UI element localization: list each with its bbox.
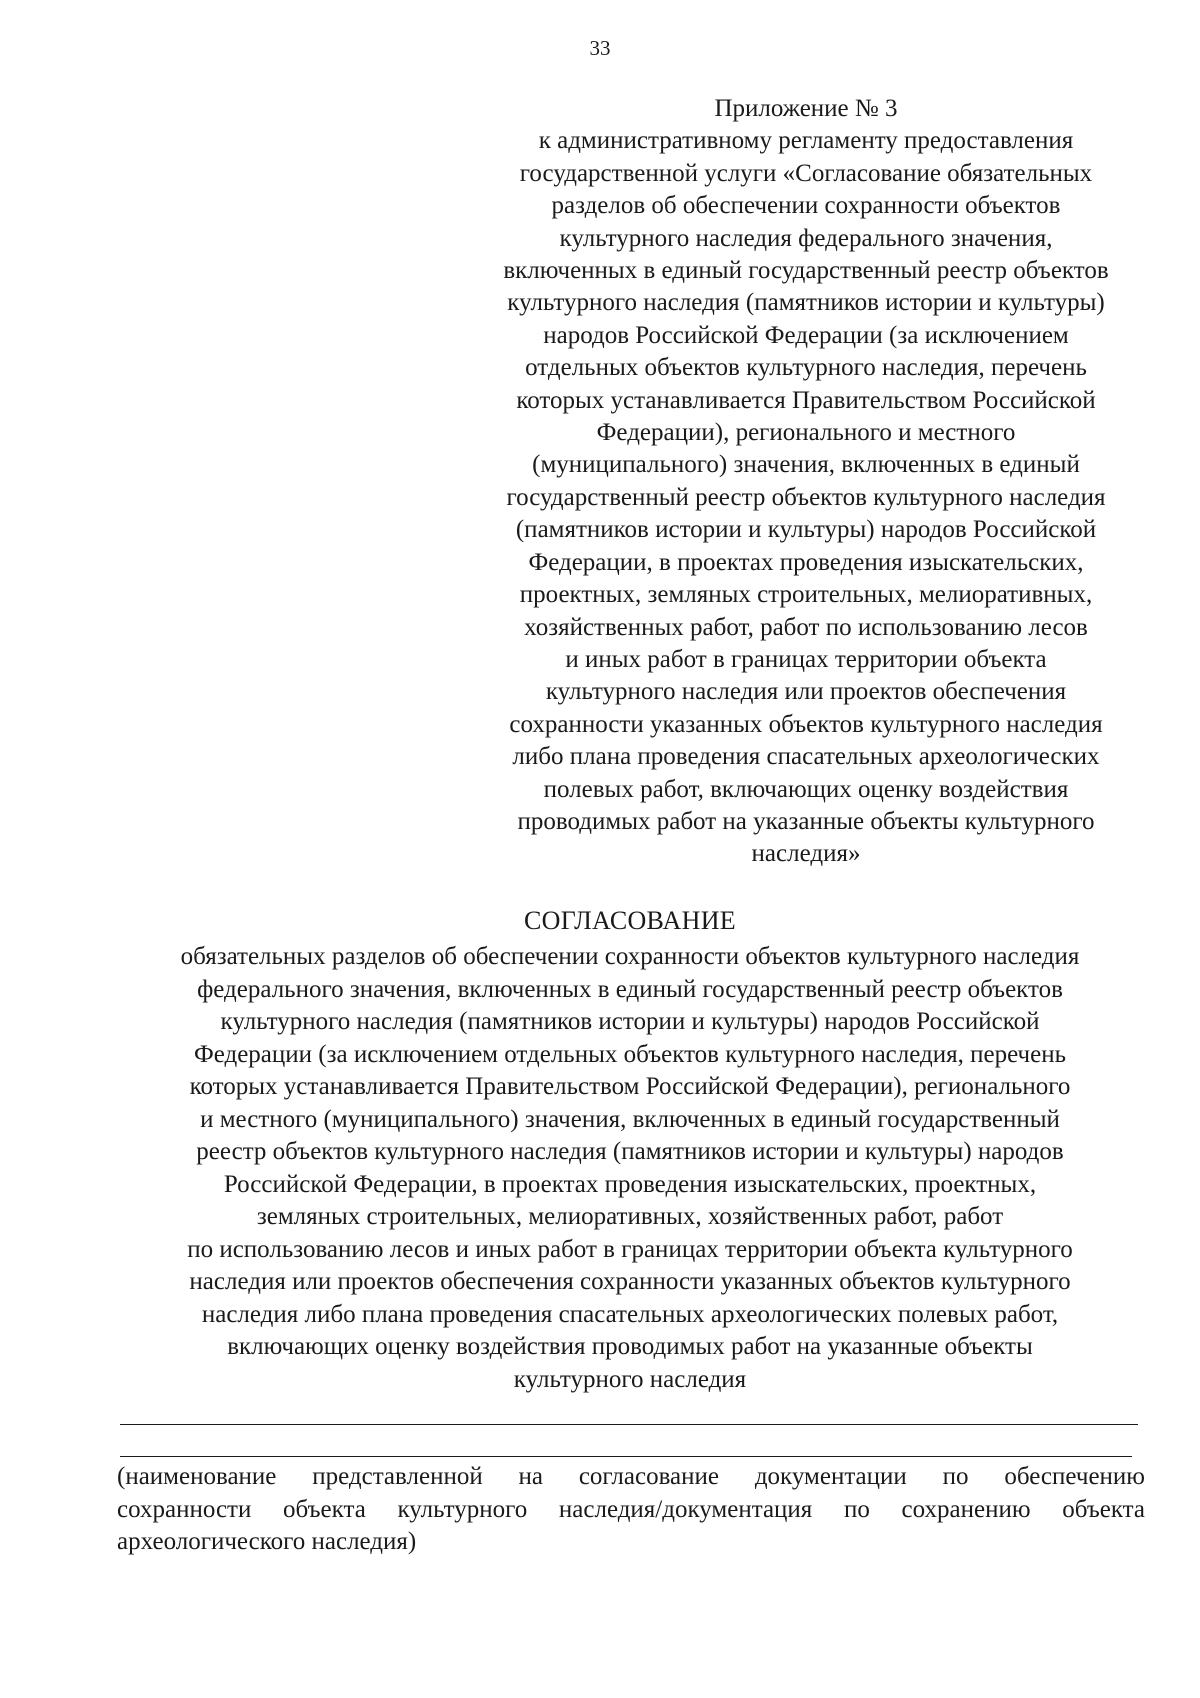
document-body-line: обязательных разделов об обеспечении сохранности объектов культурного наследия	[180, 943, 1080, 970]
document-body-line: Федерации (за исключением отдельных объектов культурного наследия, перечень	[193, 1040, 1067, 1068]
document-name-line-1	[120, 1424, 1138, 1425]
appendix-line: Федерации, в проектах проведения изыскательских,	[528, 548, 1084, 576]
caption-line: сохранности объекта культурного наследия/документация по сохранению объекта	[117, 1495, 1145, 1523]
document-body-line: Российской Федерации, в проектах проведения изыскательских, проектных,	[223, 1170, 1037, 1198]
appendix-line: государственной услуги «Согласование обязательных	[519, 159, 1093, 187]
appendix-line: проводимых работ на указанные объекты культурного	[517, 807, 1095, 835]
document-name-line-2	[120, 1456, 1132, 1457]
document-body-line: земляных строительных, мелиоративных, хозяйственных работ, работ	[256, 1203, 1004, 1230]
appendix-line: и иных работ в границах территории объекта	[565, 645, 1047, 673]
appendix-line: культурного наследия (памятников истории и культуры)	[507, 289, 1105, 317]
appendix-line: которых устанавливается Правительством Российской	[516, 386, 1096, 414]
document-name-caption	[117, 1461, 1145, 1559]
document-body-line: включающих оценку воздействия проводимых работ на указанные объекты	[227, 1333, 1033, 1360]
appendix-line: культурного наследия или проектов обеспечения	[545, 678, 1067, 706]
appendix-line: государственный реестр объектов культурного наследия	[506, 483, 1106, 511]
document-body-line: которых устанавливается Правительством Российской Федерации), регионального	[189, 1073, 1071, 1100]
appendix-line: Федерации), регионального и местного	[596, 419, 1016, 447]
document-body-line: федерального значения, включенных в единый государственный реестр объектов	[197, 975, 1063, 1003]
appendix-line: народов Российской Федерации (за исключением	[543, 321, 1069, 349]
appendix-line: полевых работ, включающих оценку воздействия	[543, 775, 1069, 803]
document-body-line: по использованию лесов и иных работ в границах территории объекта культурного	[187, 1235, 1073, 1263]
appendix-line: наследия»	[751, 840, 861, 868]
document-body-line: наследия либо плана проведения спасательных археологических полевых работ,	[201, 1300, 1059, 1328]
appendix-header	[470, 93, 1142, 871]
document-body-line: наследия или проектов обеспечения сохранности указанных объектов культурного	[189, 1268, 1071, 1295]
document-body-line: реестр объектов культурного наследия (памятников истории и культуры) народов	[196, 1138, 1064, 1165]
appendix-line: к административному регламенту предоставления	[538, 127, 1074, 155]
page-number: 33	[589, 36, 611, 60]
appendix-line: включенных в единый государственный реестр объектов	[503, 257, 1109, 285]
appendix-line: (муниципального) значения, включенных в единый	[532, 451, 1080, 479]
document-body-line: культурного наследия	[513, 1365, 747, 1393]
document-body-line: культурного наследия (памятников истории и культуры) народов Российской	[220, 1008, 1040, 1035]
document-heading: СОГЛАСОВАНИЕ	[524, 906, 736, 935]
appendix-line: разделов об обеспечении сохранности объектов	[551, 192, 1061, 220]
appendix-line: (памятников истории и культуры) народов Российской	[515, 516, 1097, 544]
appendix-line: проектных, земляных строительных, мелиоративных,	[519, 581, 1093, 609]
document-body-line: и местного (муниципального) значения, включенных в единый государственный	[200, 1105, 1060, 1133]
appendix-line: отдельных объектов культурного наследия, перечень	[525, 354, 1087, 382]
caption-line: археологического наследия)	[117, 1528, 417, 1555]
appendix-title: Приложение № 3	[714, 95, 898, 122]
caption-line: (наименование представленной на согласование документации по обеспечению	[117, 1463, 1145, 1490]
document-body	[100, 941, 1160, 1396]
appendix-line: культурного наследия федерального значения,	[559, 224, 1053, 252]
appendix-line: сохранности указанных объектов культурного наследия	[509, 710, 1103, 738]
appendix-line: хозяйственных работ, работ по использованию лесов	[524, 613, 1088, 641]
appendix-line: либо плана проведения спасательных археологических	[512, 743, 1100, 771]
